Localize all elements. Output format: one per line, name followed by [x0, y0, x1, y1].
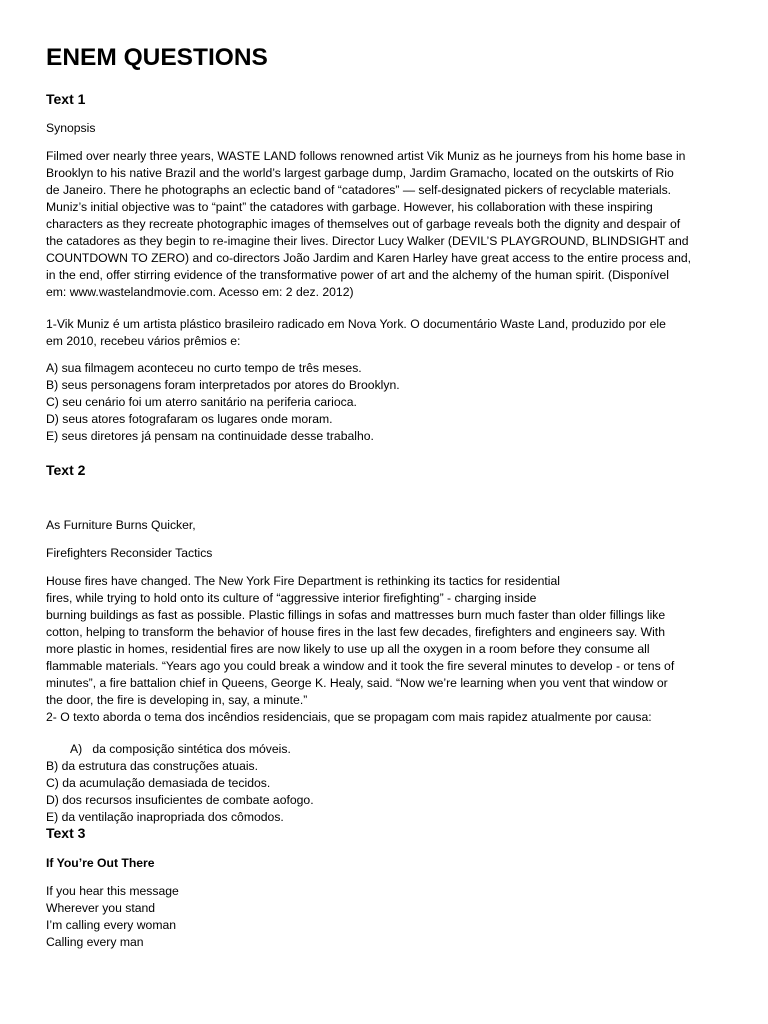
lyric-line: Calling every man	[46, 935, 144, 949]
option-a: A) sua filmagem aconteceu no curto tempo de três meses.	[46, 361, 362, 375]
option-d: D) seus atores fotografaram os lugares onde moram.	[46, 412, 333, 426]
paragraph-line: fires, while trying to hold onto its culture of “aggressive interior firefighting” - charging inside	[46, 591, 537, 605]
paragraph-line: more plastic in homes, residential fires are now likely to use up all the oxygen in a room before they consume all	[46, 642, 650, 656]
lyric-line: If you hear this message	[46, 884, 179, 898]
question-line: em 2010, recebeu vários prêmios e:	[46, 334, 241, 348]
question-line: 2- O texto aborda o tema dos incêndios residenciais, que se propagam com mais rapidez atualmente por causa:	[46, 710, 652, 724]
paragraph-line: COUNTDOWN TO ZERO) and co-directors João Jardim and Karen Harley have great access to the entire process and,	[46, 251, 692, 265]
text3-heading: Text 3	[46, 825, 86, 841]
option-c: C) da acumulação demasiada de tecidos.	[46, 776, 271, 790]
song-lyrics	[46, 883, 726, 951]
text2-headline-1: As Furniture Burns Quicker,	[46, 518, 196, 532]
page-title: ENEM QUESTIONS	[46, 44, 268, 71]
text2-headline-2: Firefighters Reconsider Tactics	[46, 546, 213, 560]
paragraph-line: flammable materials. “Years ago you could break a window and it took the fire several minutes to develop - or tens of	[46, 659, 675, 673]
paragraph-line: de Janeiro. There he photographs an eclectic band of “catadores” — self-designated pickers of recyclable materials.	[46, 183, 672, 197]
paragraph-line: characters as they recreate photographic images of themselves out of garbage reveals both the dignity and despair of	[46, 217, 681, 231]
text2-options	[46, 741, 726, 826]
option-d: D) dos recursos insuficientes de combate aofogo.	[46, 793, 314, 807]
text2-heading: Text 2	[46, 462, 86, 478]
text1-heading: Text 1	[46, 91, 86, 107]
text1-subtitle: Synopsis	[46, 121, 96, 135]
song-title: If You’re Out There	[46, 856, 155, 870]
paragraph-line: burning buildings as fast as possible. Plastic fillings in sofas and mattresses burn much faster than older fillings like	[46, 608, 666, 622]
lyric-line: I’m calling every woman	[46, 918, 177, 932]
paragraph-line: the door, the fire is developing in, say, a minute.”	[46, 693, 308, 707]
text2-paragraph	[46, 573, 726, 726]
option-a-text: da composição sintética dos móveis.	[92, 742, 291, 756]
option-e: E) seus diretores já pensam na continuidade desse trabalho.	[46, 429, 374, 443]
paragraph-line: Brooklyn to his native Brazil and the world’s largest garbage dump, Jardim Gramacho, located on the outskirts of Rio	[46, 166, 674, 180]
option-e: E) da ventilação inapropriada dos cômodos.	[46, 810, 284, 824]
paragraph-line: in the end, offer stirring evidence of the transformative power of art and the alchemy of the human spirit. (Disponível	[46, 268, 670, 282]
paragraph-line: minutes”, a fire battalion chief in Queens, George K. Healy, said. “Now we’re learning when you vent that window or	[46, 676, 668, 690]
paragraph-line: cotton, helping to transform the behavior of house fires in the last few decades, firefighters and engineers say. With	[46, 625, 665, 639]
lyric-line: Wherever you stand	[46, 901, 156, 915]
text1-question	[46, 316, 726, 350]
paragraph-line: Muniz’s initial objective was to “paint” the catadores with garbage. However, his collaboration with these inspiring	[46, 200, 653, 214]
text1-paragraph	[46, 148, 726, 301]
paragraph-line: House fires have changed. The New York Fire Department is rethinking its tactics for residential	[46, 574, 560, 588]
option-c: C) seu cenário foi um aterro sanitário na periferia carioca.	[46, 395, 357, 409]
option-b: B) seus personagens foram interpretados por atores do Brooklyn.	[46, 378, 400, 392]
text1-options	[46, 360, 726, 445]
paragraph-line: the catadores as they begin to re-imagine their lives. Director Lucy Walker (DEVIL’S PLAYGROUND, BLINDSIGHT and	[46, 234, 689, 248]
question-line: 1-Vik Muniz é um artista plástico brasileiro radicado em Nova York. O documentário Waste Land, produzido por ele	[46, 317, 666, 331]
paragraph-line: Filmed over nearly three years, WASTE LAND follows renowned artist Vik Muniz as he journeys from his home base in	[46, 149, 686, 163]
option-a-marker: A)	[70, 742, 83, 756]
paragraph-line: em: www.wastelandmovie.com. Acesso em: 2 dez. 2012)	[46, 285, 354, 299]
option-a	[46, 741, 726, 758]
option-b: B) da estrutura das construções atuais.	[46, 759, 259, 773]
